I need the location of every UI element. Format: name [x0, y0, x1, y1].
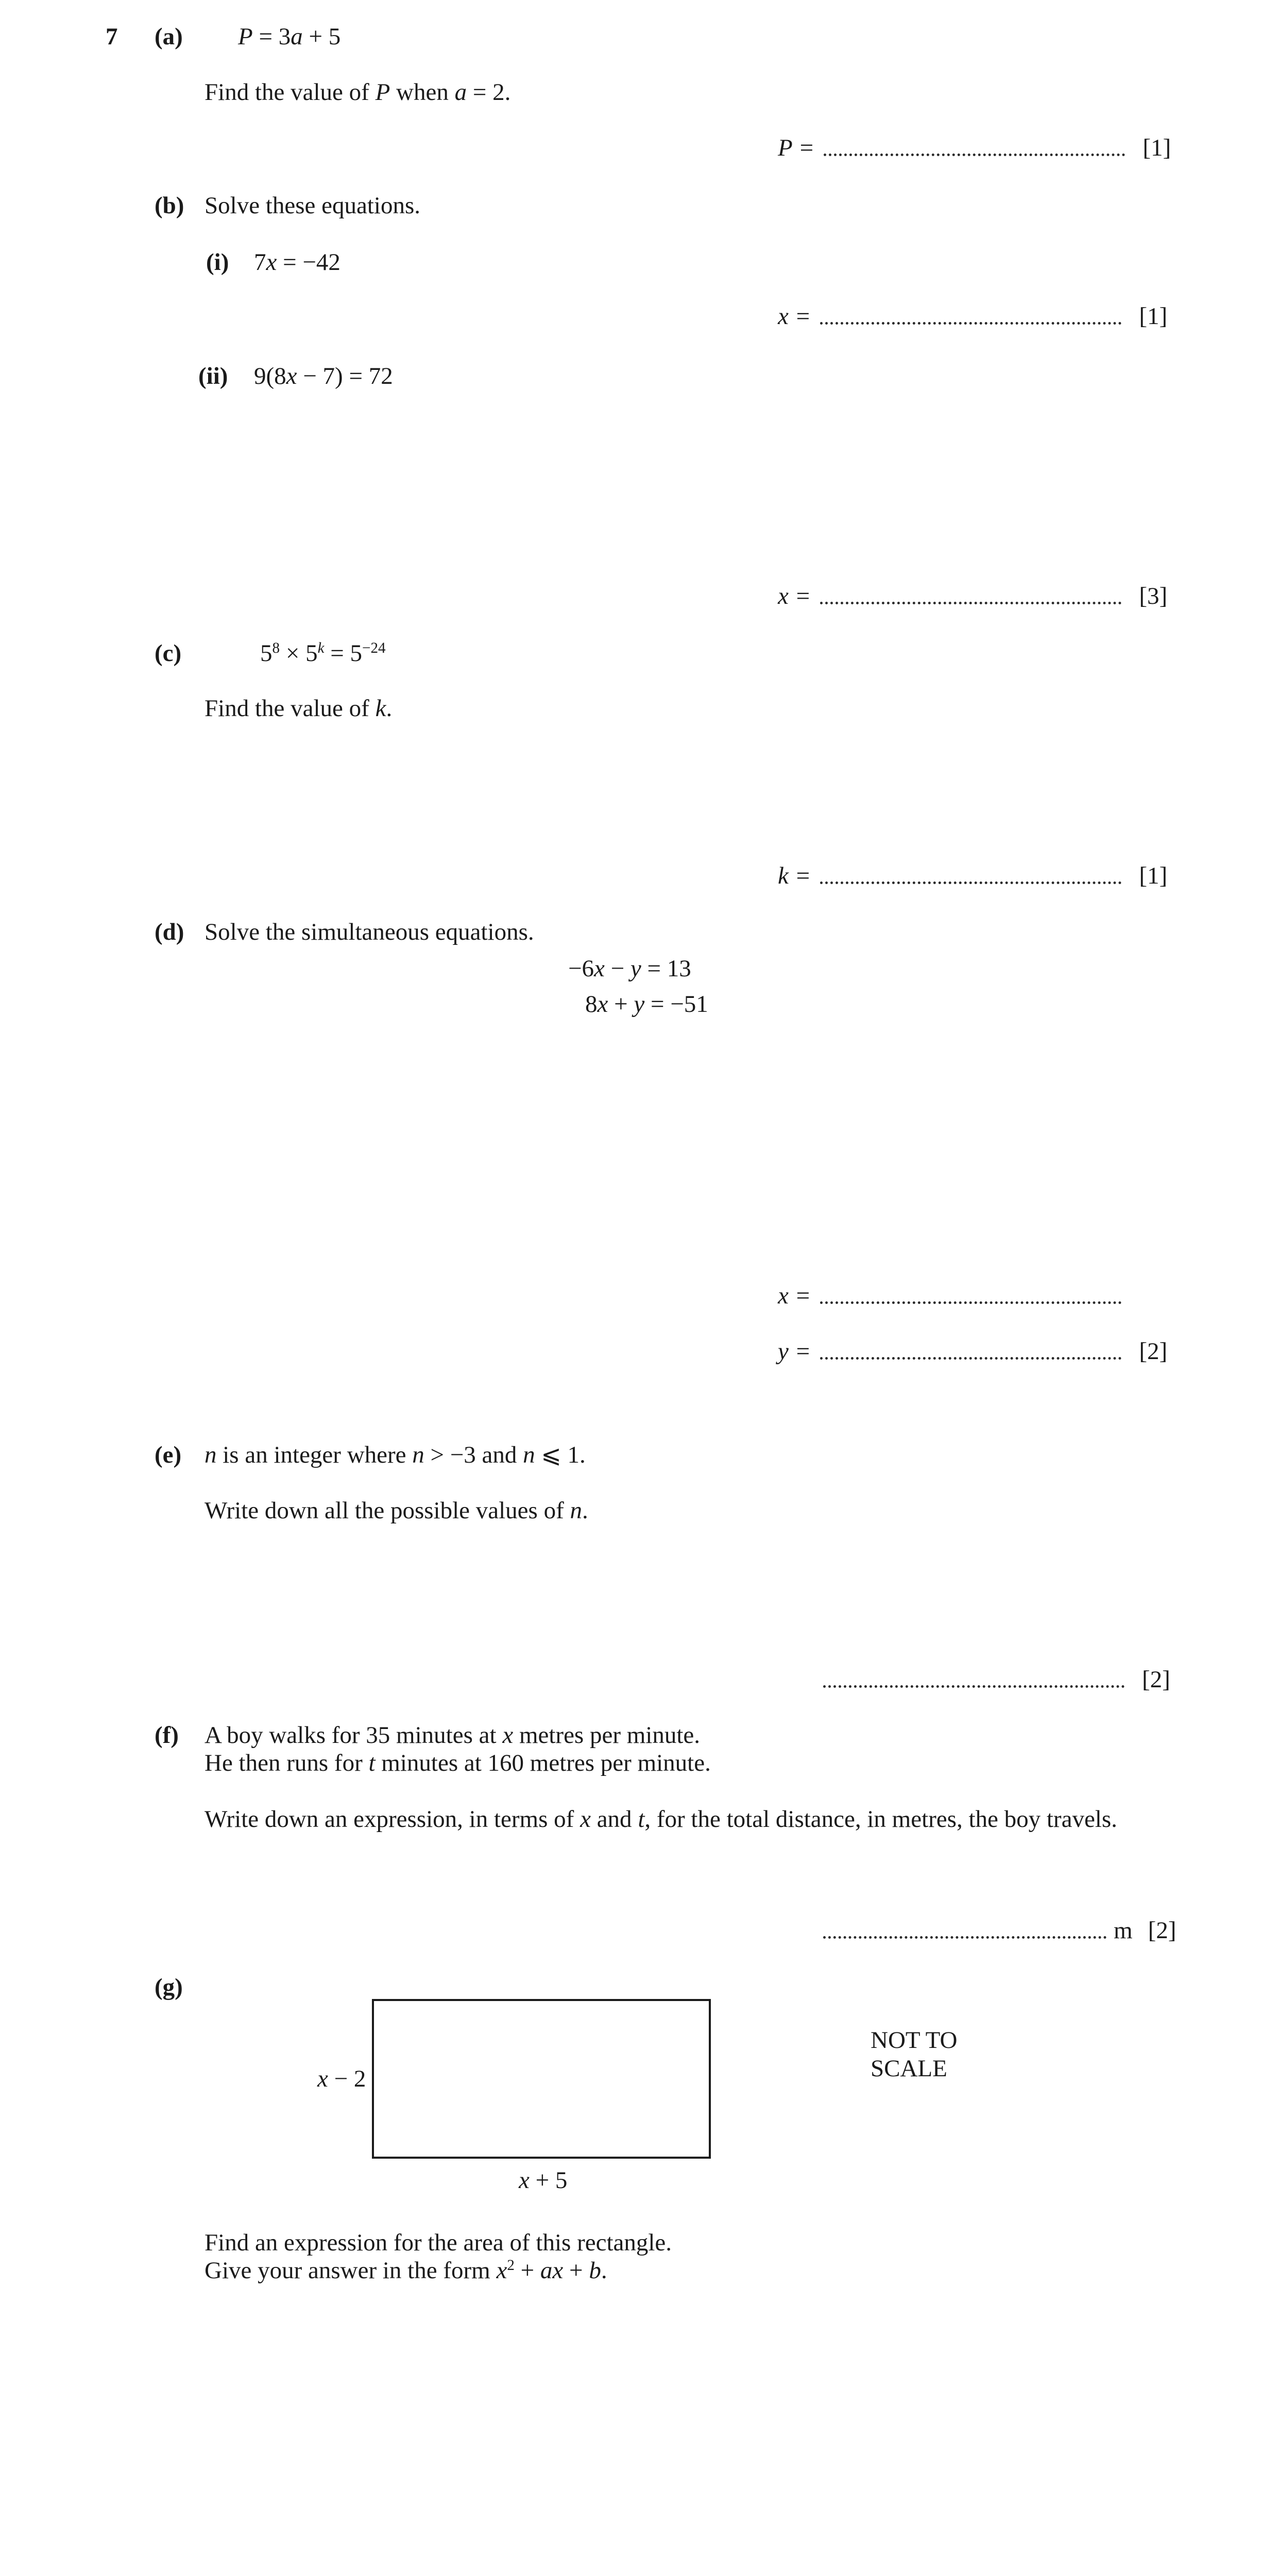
part-g-prompt-1: Find an expression for the area of this rectangle.: [205, 2229, 672, 2256]
question-number: 7: [106, 23, 118, 50]
part-d-prompt: Solve the simultaneous equations.: [205, 919, 534, 945]
part-a-label: (a): [155, 23, 183, 50]
part-f-mark: [2]: [1148, 1917, 1177, 1944]
part-b-i-label: (i): [206, 249, 229, 276]
part-f-answer-line[interactable]: [823, 1919, 1176, 1943]
part-g-prompt-2: Give your answer in the form $x^2$ + ax + b.: [205, 2257, 607, 2284]
part-b-label: (b): [155, 192, 184, 219]
part-b-i-answer-line[interactable]: x = [1]: [778, 303, 1168, 330]
part-b-i-equation: 7x = −42: [254, 249, 340, 276]
part-c-equation: $5^8 \times 5^k = 5^{-24}$: [260, 639, 386, 667]
part-c-label: (c): [155, 640, 182, 667]
part-e-prompt: Write down all the possible values of n.: [205, 1497, 588, 1524]
part-b-ii-mark: [3]: [1139, 583, 1168, 609]
part-b-i-mark: [1]: [1139, 303, 1168, 330]
part-b-prompt: Solve these equations.: [205, 192, 421, 219]
part-a-equation: P = 3a + 5: [238, 23, 341, 50]
part-d-answer-line-x[interactable]: x =: [778, 1284, 1121, 1308]
part-a-prompt: Find the value of P when a = 2.: [205, 79, 511, 106]
part-b-ii-label: (ii): [198, 363, 228, 389]
part-d-equation-1: −6x − y = 13: [568, 955, 691, 982]
part-d-mark: [2]: [1139, 1338, 1168, 1365]
not-to-scale-note-line-2: SCALE: [871, 2055, 947, 2082]
part-d-equation-2: 8x + y = −51: [585, 991, 708, 1018]
part-c-mark: [1]: [1139, 862, 1168, 889]
part-e-label: (e): [155, 1442, 182, 1468]
rectangle-diagram: [372, 1999, 711, 2159]
part-g-label: (g): [155, 1974, 183, 2001]
part-a-mark: [1]: [1143, 134, 1171, 161]
part-c-answer-line[interactable]: k = [1]: [778, 862, 1168, 889]
part-b-ii-equation: 9(8x − 7) = 72: [254, 363, 393, 389]
part-e-statement: n is an integer where n > −3 and n ⩽ 1.: [205, 1442, 586, 1468]
part-f-line-1: A boy walks for 35 minutes at x metres per minute.: [205, 1722, 701, 1749]
not-to-scale-note-line-1: NOT TO: [871, 2027, 958, 2054]
part-d-answer-line-y[interactable]: y = [2]: [778, 1338, 1168, 1365]
part-b-ii-answer-line[interactable]: x = [3]: [778, 583, 1168, 609]
part-f-unit: m: [1114, 1917, 1133, 1944]
part-f-line-2: He then runs for t minutes at 160 metres per minute.: [205, 1750, 711, 1776]
part-f-prompt: Write down an expression, in terms of x and t, for the total distance, in metres, the boy travels.: [205, 1806, 1117, 1833]
part-e-mark: [2]: [1142, 1666, 1170, 1693]
rectangle-bottom-label: x + 5: [519, 2167, 568, 2194]
part-d-label: (d): [155, 919, 184, 945]
part-e-answer-line[interactable]: [823, 1668, 1170, 1692]
part-a-answer-line[interactable]: P = [1]: [778, 134, 1171, 161]
part-f-label: (f): [155, 1722, 179, 1749]
part-c-prompt: Find the value of k.: [205, 695, 393, 722]
rectangle-side-label: x − 2: [317, 2065, 366, 2092]
